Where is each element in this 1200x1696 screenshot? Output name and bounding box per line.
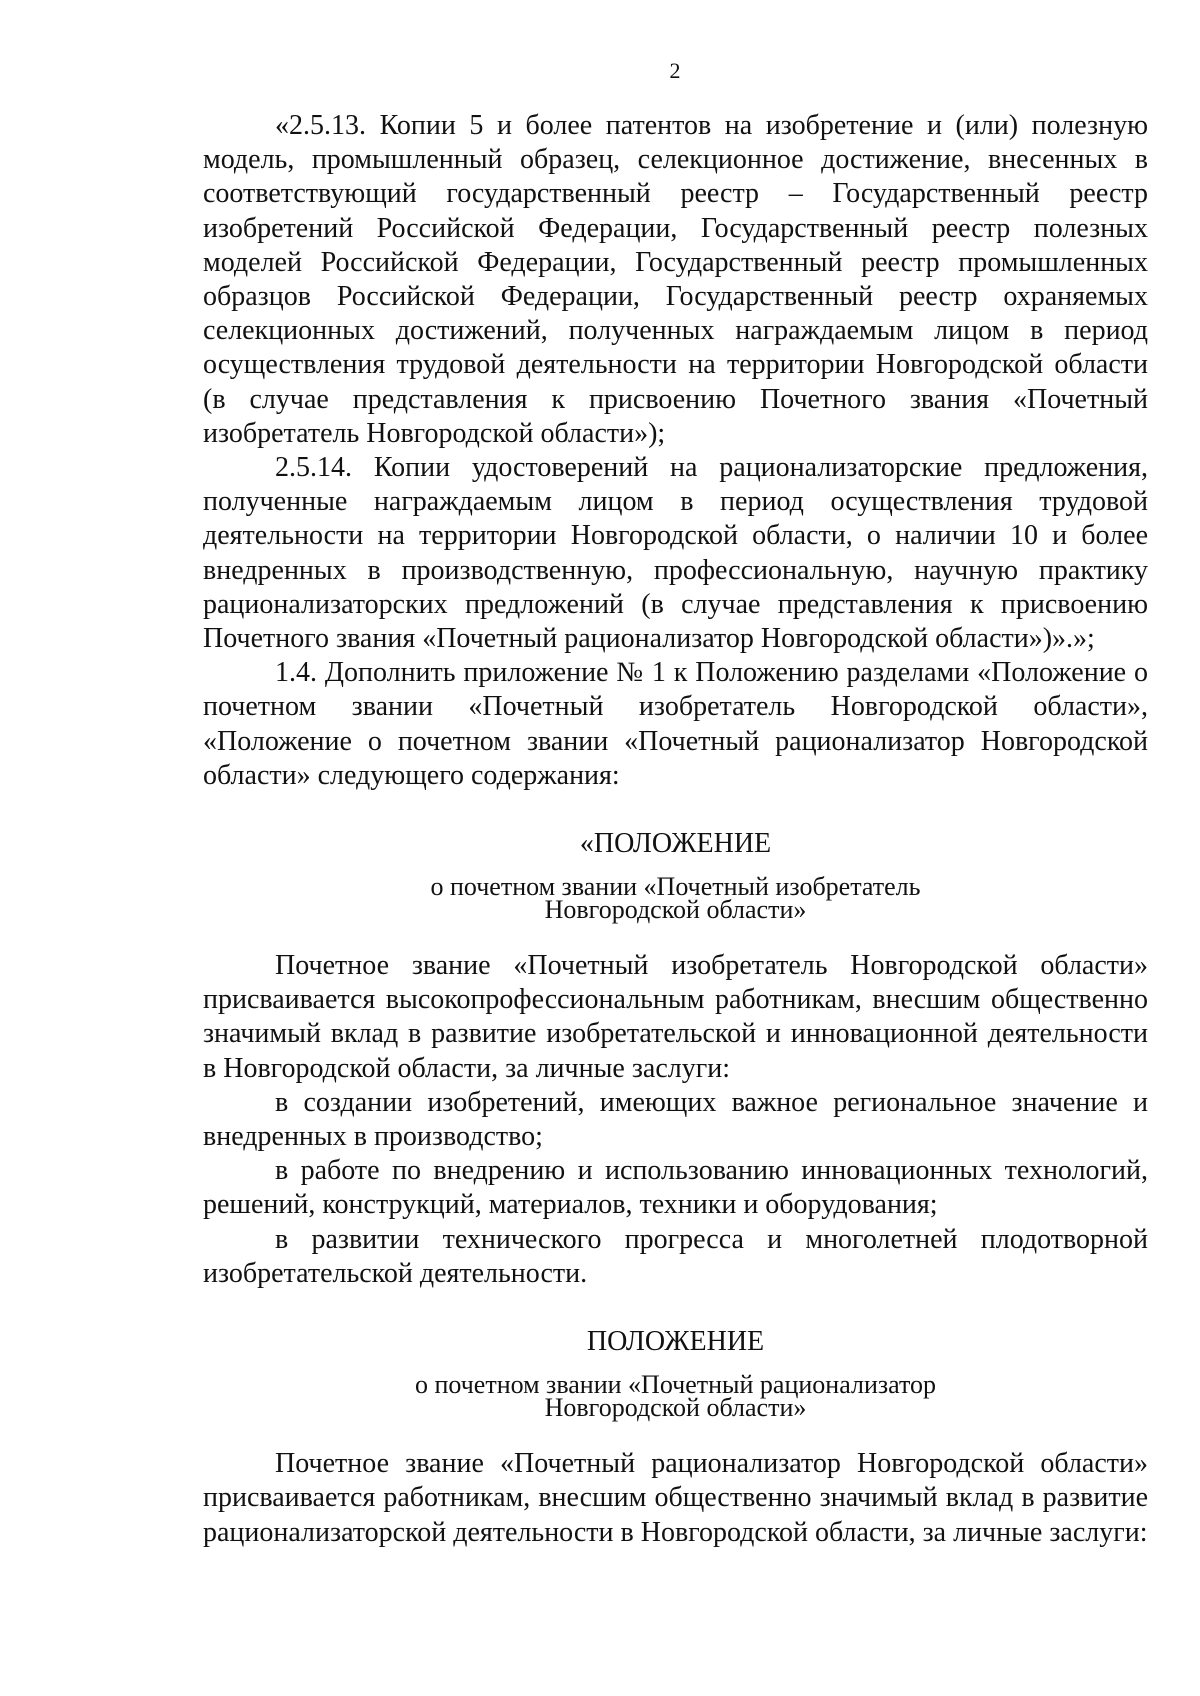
section-1-paragraph: в создании изобретений, имеющих важное региональное значение и внедренных в производство; [203,1086,1148,1153]
section-2-paragraph: Почетное звание «Почетный рационализатор Новгородской области» присваивается работникам, внесшим общественно значимый вклад в развитие рационализаторской деятельности в Новгородской области, за личные заслуги: [203,1448,1148,1548]
section-1-paragraph: в развитии технического прогресса и многолетней плодотворной изобретательской деятельности. [203,1223,1148,1289]
section-2-subtitle-line1: о почетном звании «Почетный рационализатор [414,1370,937,1400]
section-1-title: «ПОЛОЖЕНИЕ [579,828,772,860]
section-1-paragraph: в работе по внедрению и использованию инновационных технологий, решений, конструкций, материалов, техники и оборудования; [203,1155,1148,1221]
section-1-subtitle-line2: Новгородской области» [544,895,807,925]
section-1-subtitle-line1: о почетном звании «Почетный изобретатель [430,872,921,902]
section-1-paragraph: Почетное звание «Почетный изобретатель Новгородской области» присваивается высокопрофессиональным работникам, внесшим общественно значимый вклад в развитие изобретательской и инновационной деятельности в Новгородской области, за личные заслуги: [203,950,1148,1084]
page-number: 2 [669,58,681,83]
paragraph-1-4: 1.4. Дополнить приложение № 1 к Положению разделами «Положение о почетном звании «Почетный изобретатель Новгородской области», «Положение о почетном звании «Почетный рационализатор Новгородской области» следующего содержания: [203,657,1148,791]
section-2-title: ПОЛОЖЕНИЕ [586,1326,765,1358]
section-2-subtitle-line2: Новгородской области» [544,1393,807,1423]
paragraph-2-5-13: «2.5.13. Копии 5 и более патентов на изобретение и (или) полезную модель, промышленный образец, селекционное достижение, внесенных в соответствующий государственный реестр – Государственный реестр изобретений Российской Федерации, Государственный реестр полезных моделей Российской Федерации, Государственный реестр промышленных образцов Российской Федерации, Государственный реестр охраняемых селекционных достижений, полученных награждаемым лицом в период осуществления трудовой деятельности на территории Новгородской области (в случае представления к присвоению Почетного звания «Почетный изобретатель Новгородской области»); [203,110,1148,449]
paragraph-2-5-14: 2.5.14. Копии удостоверений на рационализаторские предложения, полученные награждаемым лицом в период осуществления трудовой деятельности на территории Новгородской области, о наличии 10 и более внедренных в производственную, профессиональную, научную практику рационализаторских предложений (в случае представления к присвоению Почетного звания «Почетный рационализатор Новгородской области»)».»; [203,452,1148,655]
document-body [203,109,1148,1550]
